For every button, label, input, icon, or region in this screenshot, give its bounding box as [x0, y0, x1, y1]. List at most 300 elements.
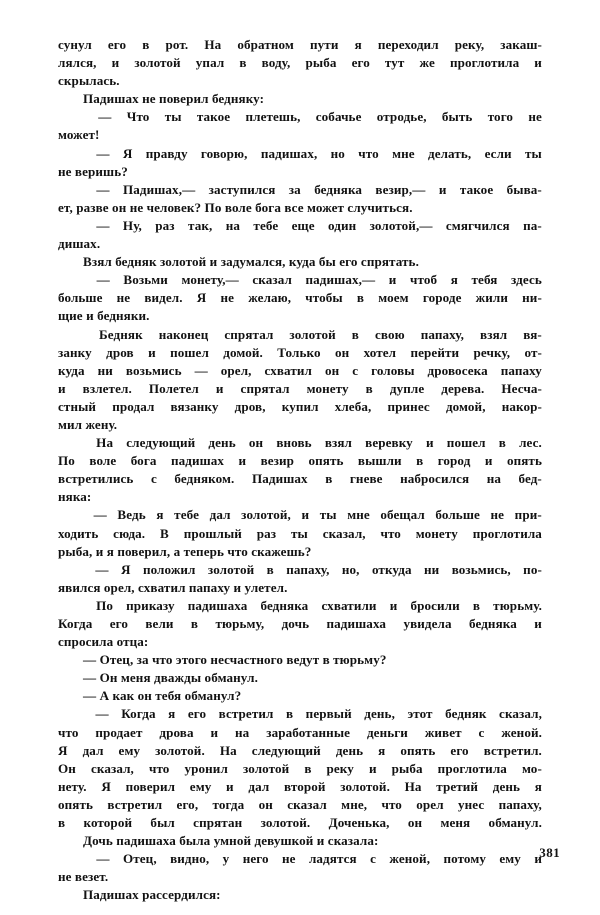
word: мне	[347, 507, 370, 523]
word: рыба	[305, 55, 337, 71]
word: в	[365, 380, 373, 396]
word: проглотила	[449, 55, 520, 71]
line-indent	[58, 434, 83, 452]
line-indent	[58, 597, 83, 615]
text-line: Взял бедняк золотой и задумался, куда бы его спрятать.	[83, 254, 419, 270]
word: На	[404, 778, 422, 794]
text-line: Падишах не поверил бедняку:	[83, 91, 265, 107]
word: ему	[118, 742, 141, 758]
word: чтобы	[305, 290, 343, 306]
word: день	[208, 435, 236, 451]
word: сюда.	[113, 525, 146, 541]
word: Бедняк	[99, 326, 143, 342]
word: занку	[58, 344, 92, 360]
word: ему	[189, 778, 212, 794]
word: дал	[209, 507, 231, 523]
word: опять	[58, 796, 94, 812]
word: и	[210, 724, 219, 740]
word: переходил	[377, 37, 439, 52]
word: так,	[188, 217, 213, 233]
text-line	[58, 506, 542, 524]
word: орел,	[220, 362, 252, 378]
word: на	[486, 471, 501, 487]
word: если	[484, 145, 512, 161]
word: чтоб	[410, 272, 438, 288]
text-line: Падишах рассердился:	[83, 887, 221, 903]
text-line	[58, 181, 542, 199]
word: золотой	[134, 55, 181, 71]
word: следующий	[251, 742, 321, 758]
word: встретил	[218, 706, 274, 722]
word: не	[282, 851, 296, 867]
text-line	[58, 705, 542, 723]
word: везир	[260, 453, 295, 469]
text-line	[58, 742, 542, 760]
word: Доченька,	[328, 815, 390, 831]
page-number: 381	[539, 845, 560, 860]
word: тогда	[212, 796, 245, 812]
word: быть	[441, 109, 473, 125]
word: принес	[387, 398, 430, 414]
word: мне	[392, 145, 415, 161]
text-line: дишах.	[58, 236, 101, 252]
word: увидела	[403, 616, 452, 631]
line-indent	[58, 506, 83, 524]
text-line	[58, 398, 542, 416]
text-line: — Отец, за что этого несчастного ведут в тюрьму?	[83, 652, 387, 668]
word: тюрьму.	[493, 597, 542, 613]
word: в	[325, 471, 333, 487]
word: падишаха	[326, 616, 387, 631]
word: дрова	[159, 724, 194, 740]
word: дупле	[389, 380, 425, 396]
word: в	[58, 815, 66, 831]
word: пути	[310, 37, 339, 52]
word: обратном	[237, 37, 294, 52]
word: откуда	[371, 561, 412, 577]
word: видел.	[144, 290, 183, 306]
word: ни-	[522, 290, 542, 306]
word: первый	[305, 706, 352, 722]
line-indent	[58, 217, 83, 235]
line-indent	[58, 271, 83, 289]
word: я	[378, 742, 386, 758]
line-indent	[58, 561, 83, 579]
word: смягчился	[445, 217, 510, 233]
page-text-block	[58, 36, 542, 905]
word: —	[96, 145, 110, 161]
word: второй	[284, 778, 326, 794]
word: его	[109, 616, 128, 631]
word: —	[95, 706, 109, 722]
word: и	[484, 453, 493, 469]
word: при-	[514, 507, 542, 523]
text-line: рыба, и я поверил, а теперь что скажешь?	[58, 543, 312, 559]
word: схватили	[321, 597, 377, 613]
word: один	[327, 217, 357, 233]
word: и	[111, 55, 120, 71]
word: не	[528, 109, 542, 125]
word: сказал,	[322, 525, 366, 541]
word: унес	[458, 796, 485, 812]
text-line	[58, 796, 542, 814]
text-line	[58, 525, 542, 543]
word: Отец,	[122, 851, 157, 867]
word: и	[58, 380, 66, 396]
word: хлеба,	[334, 398, 372, 414]
word: купил	[281, 398, 319, 414]
word: возьмись	[125, 362, 182, 378]
word: моем	[378, 290, 409, 306]
word: тебе	[253, 217, 279, 233]
word: лялся,	[58, 55, 97, 71]
word: плетешь,	[245, 109, 301, 125]
word: —	[96, 217, 110, 233]
word: Падишах,—	[122, 181, 196, 197]
word: Я	[58, 742, 68, 758]
word: отродье,	[376, 109, 427, 125]
word: домой.	[223, 344, 263, 360]
word: в	[351, 326, 359, 342]
word: день	[492, 778, 521, 794]
word: в	[266, 561, 274, 577]
word: тут	[384, 55, 405, 71]
text-line: спросила отца:	[58, 634, 149, 650]
word: он	[334, 344, 350, 360]
text-line: скрылась.	[58, 73, 120, 89]
text-line	[58, 561, 542, 579]
word: в	[498, 435, 506, 451]
word: бросили	[410, 597, 460, 613]
word: Ведь	[117, 507, 146, 523]
word: вышли	[357, 453, 402, 469]
word: —	[96, 851, 110, 867]
text-line	[58, 217, 542, 235]
word: по-	[523, 561, 542, 577]
word: Я	[122, 145, 133, 161]
word: него	[242, 851, 269, 867]
word: от-	[524, 344, 542, 360]
word: я	[156, 507, 164, 523]
word: Возьми	[123, 272, 168, 288]
word: в	[472, 597, 481, 613]
word: куда	[58, 362, 85, 378]
word: раз	[155, 217, 175, 233]
text-line	[58, 597, 542, 615]
word: опять	[400, 742, 436, 758]
word: ты	[164, 109, 182, 125]
word: папаху,	[420, 326, 465, 342]
word: тюрьму,	[215, 616, 265, 631]
word: говорю,	[200, 145, 248, 161]
text-line	[58, 145, 542, 163]
word: ты	[291, 525, 308, 541]
word: видно,	[170, 851, 210, 867]
word: день	[335, 742, 364, 758]
word: бедняка	[469, 616, 517, 631]
word: спрятал	[240, 380, 290, 396]
word: его,	[176, 796, 199, 812]
word: папаху,	[286, 561, 330, 577]
word: падишах,	[260, 145, 318, 161]
text-line	[58, 615, 542, 633]
text-line	[58, 470, 542, 488]
word: у	[222, 851, 230, 867]
text-line	[58, 36, 542, 54]
word: Когда	[58, 616, 93, 631]
word: набросился	[400, 471, 470, 487]
word: По	[58, 453, 75, 469]
word: продал	[112, 398, 155, 414]
word: домой,	[445, 398, 486, 414]
word: взял	[324, 435, 353, 451]
word: и	[534, 616, 542, 631]
text-line	[58, 271, 542, 289]
word: дерева.	[441, 380, 485, 396]
word: раз	[256, 525, 277, 541]
word: встретил.	[483, 742, 542, 758]
word: городе	[422, 290, 462, 306]
word: —	[93, 507, 107, 523]
word: проглотила	[437, 760, 507, 776]
text-line: не веришь?	[58, 163, 128, 179]
word: ни	[424, 561, 440, 577]
word: обещал	[380, 507, 425, 523]
text-line	[58, 362, 542, 380]
word: быва-	[506, 181, 542, 197]
word: реку	[326, 760, 354, 776]
word: ему	[499, 851, 521, 867]
word: желаю,	[248, 290, 292, 306]
word: ладятся	[308, 851, 357, 867]
text-line	[58, 326, 542, 344]
word: Что	[126, 109, 150, 125]
word: он	[324, 362, 340, 378]
word: упал	[195, 55, 225, 71]
word: золотой	[207, 561, 255, 577]
text-line	[58, 760, 542, 778]
word: заработанные	[266, 724, 351, 740]
text-line	[58, 54, 542, 72]
word: не	[116, 290, 131, 306]
text-line: — А как он тебя обманул?	[83, 688, 242, 704]
word: папаху,	[498, 796, 542, 812]
word: веревку	[365, 435, 413, 451]
word: дров	[106, 344, 134, 360]
word: с	[478, 724, 485, 740]
word: Падишах	[251, 471, 308, 487]
word: дал	[248, 778, 270, 794]
text-line: мил жену.	[58, 416, 118, 432]
word: его	[107, 37, 127, 52]
word: спрятал	[224, 326, 274, 342]
word: был	[150, 815, 175, 831]
word: вязанку	[170, 398, 219, 414]
word: —	[194, 362, 208, 378]
word: перейти	[410, 344, 460, 360]
word: —	[96, 272, 110, 288]
word: опять	[308, 453, 344, 469]
word: рыба	[391, 760, 423, 776]
word: и	[148, 344, 156, 360]
word: сунул	[58, 37, 92, 52]
word: и	[215, 380, 224, 396]
word: сказал,	[499, 706, 542, 722]
text-line: явился орел, схватил папаху и улетел.	[58, 579, 288, 595]
text-line	[58, 289, 542, 307]
word: Я	[101, 778, 111, 794]
word: следующий	[126, 435, 196, 451]
word: и	[389, 597, 398, 613]
word: третий	[436, 778, 479, 794]
word: с	[370, 851, 377, 867]
word: встретил	[107, 796, 163, 812]
word: лес.	[519, 435, 542, 451]
word: продает	[95, 724, 143, 740]
word: золотой.	[260, 815, 311, 831]
word: и	[238, 453, 247, 469]
word: —	[95, 561, 109, 577]
text-line	[58, 850, 542, 868]
text-line: Дочь падишаха была умной девушкой и сказала:	[83, 833, 379, 849]
word: падишаха	[187, 597, 248, 613]
word: что	[148, 760, 170, 776]
word: монету,—	[181, 272, 239, 288]
word: такое	[459, 181, 494, 197]
word: дал	[82, 742, 104, 758]
word: и	[534, 851, 542, 867]
word: же	[419, 55, 435, 71]
word: бедняка	[314, 181, 363, 197]
text-line	[58, 814, 542, 832]
word: правду	[145, 145, 188, 161]
word: не	[490, 507, 505, 523]
word: стный	[58, 398, 97, 414]
word: сказал,	[90, 760, 134, 776]
word: его	[351, 55, 370, 71]
word: —	[96, 181, 110, 197]
word: что	[381, 796, 402, 812]
text-line	[58, 778, 542, 796]
word: хотел	[363, 344, 397, 360]
text-line	[58, 108, 542, 126]
word: его	[187, 706, 207, 722]
word: проглотила	[472, 525, 542, 541]
word: за	[288, 181, 301, 197]
word: взлетел.	[82, 380, 132, 396]
word: он	[248, 435, 264, 451]
text-line	[58, 434, 542, 452]
word: уронил	[184, 760, 228, 776]
word: я	[450, 272, 458, 288]
word: бога	[130, 453, 157, 469]
word: и	[438, 181, 447, 197]
text-line: — Он меня дважды обманул.	[83, 670, 258, 686]
word: в	[190, 616, 199, 631]
word: падишах,—	[305, 272, 376, 288]
word: на	[235, 724, 250, 740]
line-indent	[58, 705, 83, 723]
text-line: ет, разве он не человек? По воле бога все может случиться.	[58, 199, 413, 215]
word: Ну,	[122, 217, 142, 233]
line-indent	[58, 145, 83, 163]
word: женой.	[501, 724, 542, 740]
text-line	[58, 380, 542, 398]
word: папаху	[500, 362, 542, 378]
word: в	[356, 290, 365, 306]
word: бедняком.	[174, 471, 235, 487]
word: деньги	[366, 724, 408, 740]
word: с	[352, 362, 359, 378]
word: еще	[291, 217, 315, 233]
word: золотой	[289, 326, 336, 342]
word: на	[225, 217, 241, 233]
word: —	[98, 109, 112, 125]
word: но,	[341, 561, 360, 577]
word: ты	[525, 145, 542, 161]
word: Когда	[121, 706, 156, 722]
word: золотой.	[340, 778, 390, 794]
word: в	[304, 760, 312, 776]
word: пошел	[170, 344, 209, 360]
word: ты	[319, 507, 337, 523]
word: город	[437, 453, 471, 469]
word: спрятан	[193, 815, 243, 831]
word: Несча-	[501, 380, 542, 396]
word: па-	[523, 217, 542, 233]
text-line	[58, 724, 542, 742]
word: В	[160, 525, 169, 541]
word: дровосека	[427, 362, 488, 378]
word: живет	[424, 724, 462, 740]
word: вели	[145, 616, 174, 631]
word: его	[450, 742, 469, 758]
word: Полетел	[148, 380, 199, 396]
word: меня	[440, 815, 471, 831]
word: и	[388, 272, 397, 288]
word: что	[380, 525, 401, 541]
word: рот.	[165, 37, 189, 52]
word: монету	[415, 525, 458, 541]
word: Только	[277, 344, 321, 360]
line-indent	[58, 181, 83, 199]
word: собачье	[315, 109, 362, 125]
word: в	[142, 37, 150, 52]
word: и	[301, 507, 310, 523]
word: везир,—	[375, 181, 426, 197]
word: воду,	[261, 55, 291, 71]
word: я	[168, 706, 176, 722]
word: накор-	[501, 398, 542, 414]
word: бед-	[518, 471, 542, 487]
word: мне,	[341, 796, 368, 812]
word: взял	[480, 326, 508, 342]
word: больше	[435, 507, 480, 523]
word: золотой,	[241, 507, 291, 523]
word: На	[219, 742, 237, 758]
word: с	[150, 471, 157, 487]
word: он	[407, 815, 423, 831]
word: я	[354, 37, 362, 52]
word: тебе	[174, 507, 199, 523]
word: бедняк	[445, 706, 487, 722]
word: орел	[416, 796, 444, 812]
word: этот	[407, 706, 433, 722]
word: дров,	[234, 398, 266, 414]
word: не	[220, 290, 235, 306]
word: больше	[58, 290, 103, 306]
word: схватил	[264, 362, 312, 378]
